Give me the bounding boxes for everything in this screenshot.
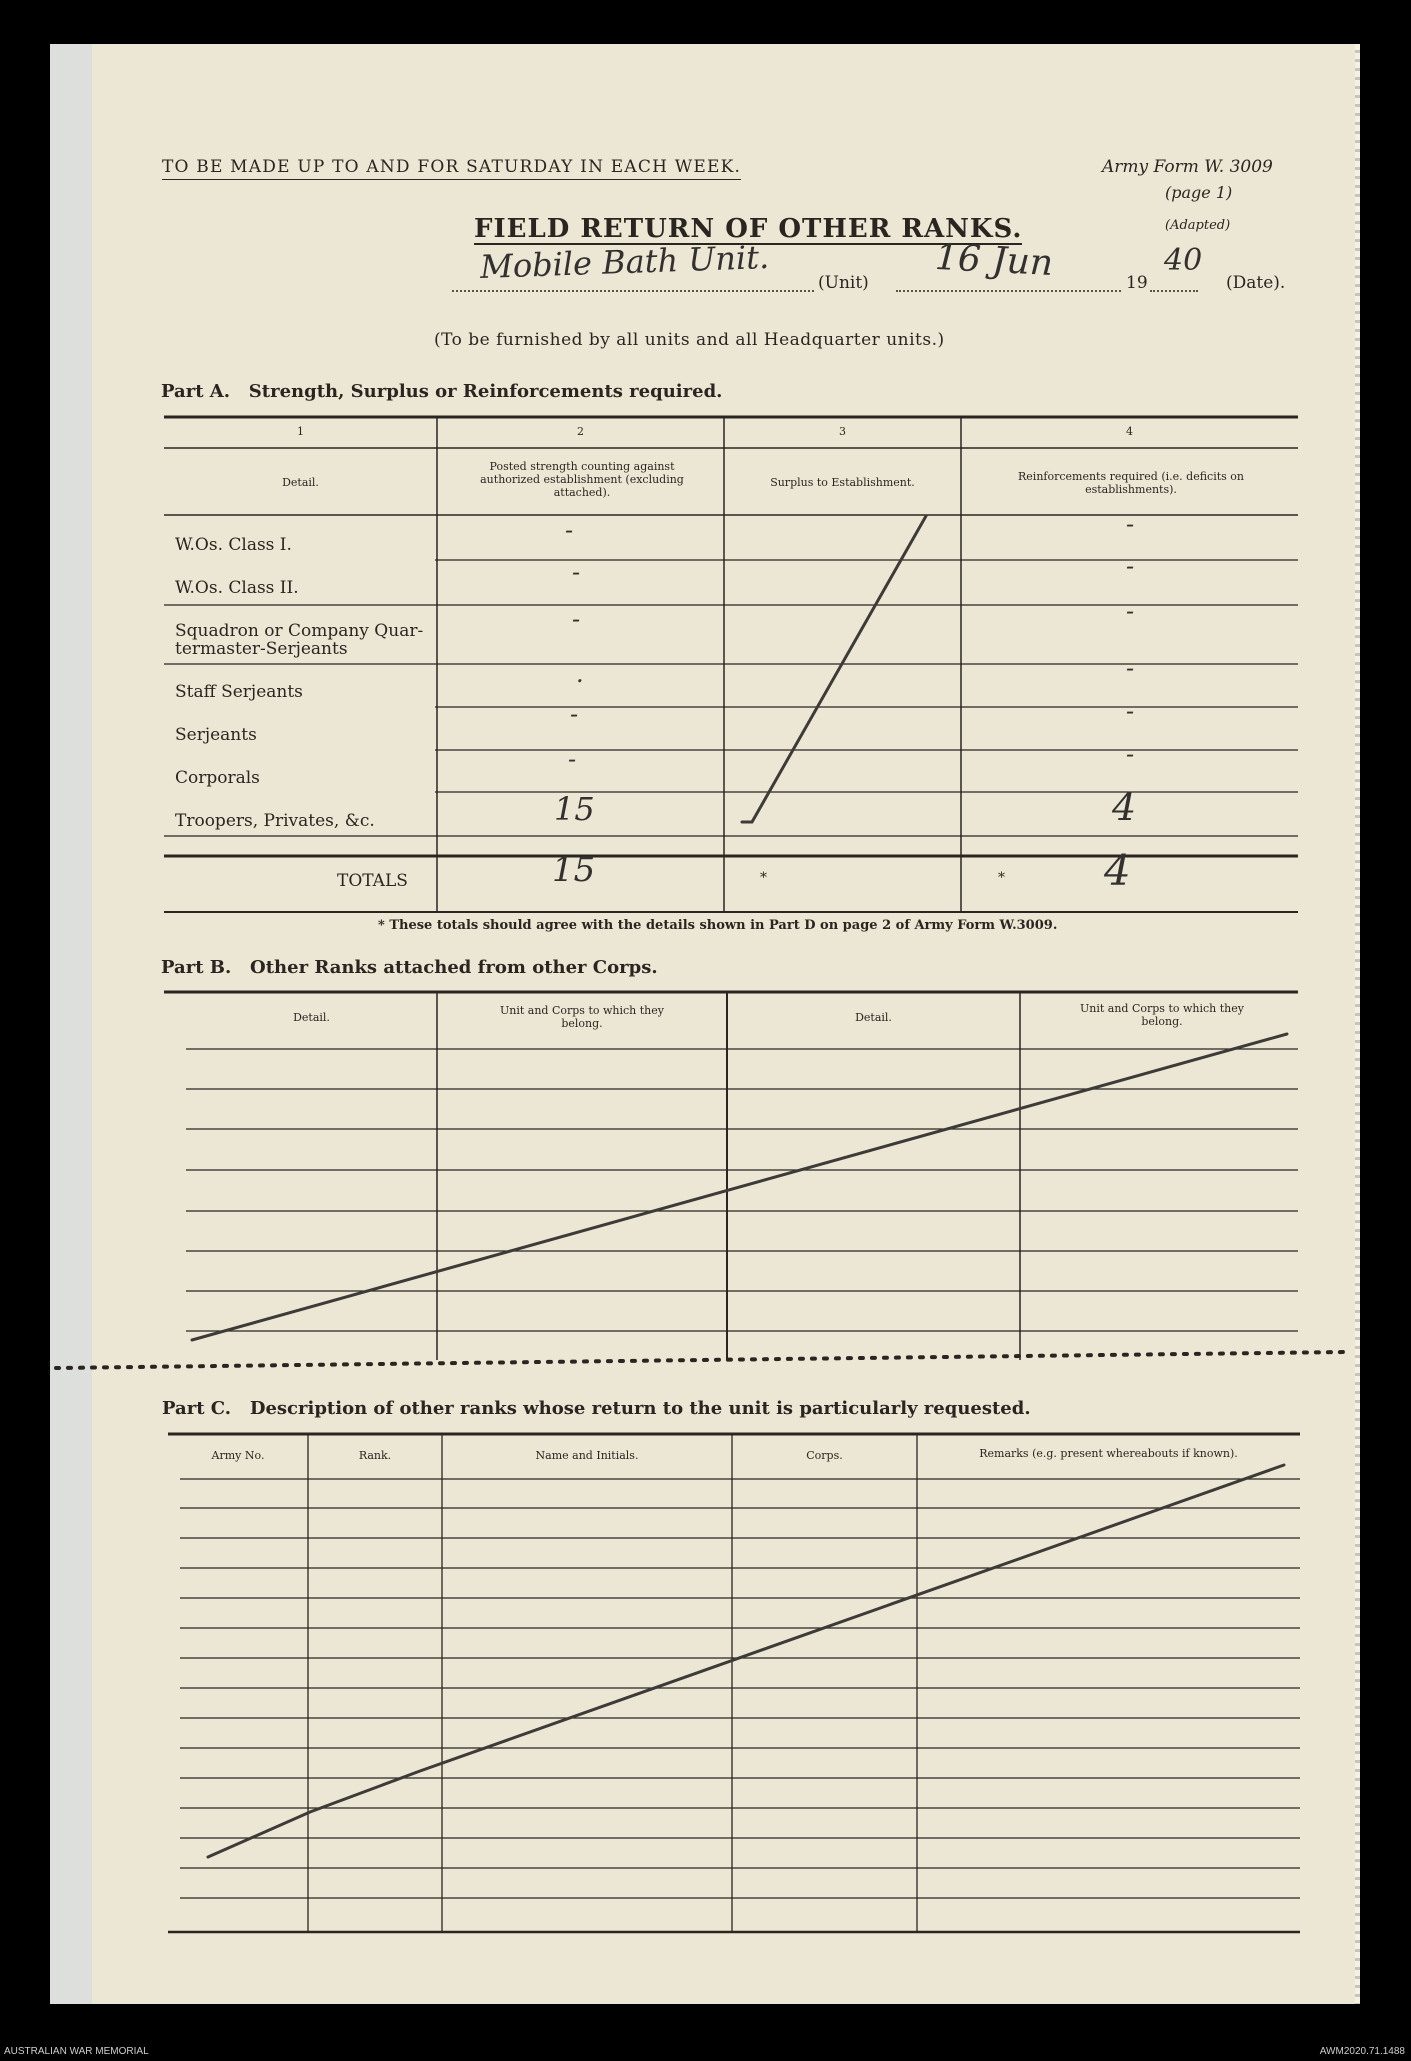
part-c-title: Part C. Description of other ranks whose return to the unit is particularly requested. bbox=[162, 1398, 1031, 1419]
posted-value: - bbox=[572, 605, 581, 633]
part-a-header-posted: Posted strength counting against authorized establishment (excluding attached). bbox=[480, 460, 684, 499]
posted-value: - bbox=[565, 516, 574, 544]
row-label: W.Os. Class I. bbox=[175, 535, 292, 555]
unit-value: Mobile Bath Unit. bbox=[479, 237, 770, 287]
part-a-colnum-4: 4 bbox=[1126, 425, 1133, 438]
part-c-header-remarks: Remarks (e.g. present whereabouts if known). bbox=[979, 1447, 1238, 1460]
reinf-value: - bbox=[1126, 552, 1135, 580]
part-c-header-army-no: Army No. bbox=[211, 1449, 265, 1462]
part-c-cancel-stroke bbox=[208, 1465, 1284, 1857]
totals-posted: 15 bbox=[552, 850, 596, 890]
row-label: Squadron or Company Quar-termaster-Serjeants bbox=[175, 621, 424, 659]
reinf-value: - bbox=[1126, 697, 1135, 725]
posted-value: 15 bbox=[554, 790, 595, 828]
part-c-header-corps: Corps. bbox=[806, 1449, 843, 1462]
date-label: (Date). bbox=[1226, 273, 1286, 293]
posted-value: . bbox=[576, 660, 584, 688]
posted-value: - bbox=[570, 700, 579, 728]
row-label: Staff Serjeants bbox=[175, 682, 303, 702]
totals-reinf: 4 bbox=[1104, 846, 1131, 895]
reinf-value: - bbox=[1126, 654, 1135, 682]
row-label: W.Os. Class II. bbox=[175, 578, 299, 598]
part-a-colnum-2: 2 bbox=[577, 425, 584, 438]
instruction-line: TO BE MADE UP TO AND FOR SATURDAY IN EACH WEEK. bbox=[162, 157, 741, 180]
part-b-header-detail-2: Detail. bbox=[855, 1011, 892, 1024]
footer-accession-number: AWM2020.71.1488 bbox=[1319, 2046, 1405, 2057]
posted-value: - bbox=[572, 558, 581, 586]
form-subtitle: (To be furnished by all units and all Headquarter units.) bbox=[434, 330, 945, 350]
year-value: 40 bbox=[1164, 243, 1203, 278]
row-label: Serjeants bbox=[175, 725, 257, 745]
part-a-colnum-3: 3 bbox=[839, 425, 846, 438]
footer-institution: AUSTRALIAN WAR MEMORIAL bbox=[4, 2046, 149, 2057]
form-number: Army Form W. 3009 bbox=[1102, 157, 1273, 177]
adapted-label: (Adapted) bbox=[1165, 218, 1231, 233]
posted-value: - bbox=[568, 745, 577, 773]
part-b-header-unit-1: Unit and Corps to which they belong. bbox=[500, 1004, 664, 1030]
part-a-header-reinforcements: Reinforcements required (i.e. deficits on establishments). bbox=[1018, 470, 1244, 496]
part-b-title: Part B. Other Ranks attached from other Corps. bbox=[161, 957, 658, 978]
page-label: (page 1) bbox=[1165, 183, 1233, 202]
date-value: 16 Jun bbox=[934, 236, 1055, 285]
year-prefix: 19 bbox=[1126, 273, 1148, 293]
totals-surplus-mark: * bbox=[760, 870, 767, 886]
row-label: Corporals bbox=[175, 768, 260, 788]
part-a-note: * These totals should agree with the details shown in Part D on page 2 of Army Form W.3009. bbox=[378, 918, 1058, 933]
reinf-value: - bbox=[1126, 597, 1135, 625]
unit-label: (Unit) bbox=[818, 273, 869, 293]
part-c-header-name: Name and Initials. bbox=[535, 1449, 639, 1462]
reinf-value: 4 bbox=[1112, 785, 1137, 829]
form-title: FIELD RETURN OF OTHER RANKS. bbox=[474, 214, 1023, 244]
part-c-header-rank: Rank. bbox=[358, 1449, 392, 1462]
part-b-header-detail-1: Detail. bbox=[293, 1011, 330, 1024]
part-a-colnum-1: 1 bbox=[297, 425, 304, 438]
part-a-header-surplus: Surplus to Establishment. bbox=[770, 476, 915, 489]
part-a-title: Part A. Strength, Surplus or Reinforcements required. bbox=[161, 381, 723, 402]
row-label: Troopers, Privates, &c. bbox=[175, 811, 375, 831]
totals-label: TOTALS bbox=[337, 871, 408, 891]
reinf-value: - bbox=[1126, 740, 1135, 768]
part-a-header-detail: Detail. bbox=[282, 476, 319, 489]
part-b-header-unit-2: Unit and Corps to which they belong. bbox=[1080, 1002, 1244, 1028]
totals-reinf-mark: * bbox=[998, 870, 1005, 886]
reinf-value: - bbox=[1126, 510, 1135, 538]
